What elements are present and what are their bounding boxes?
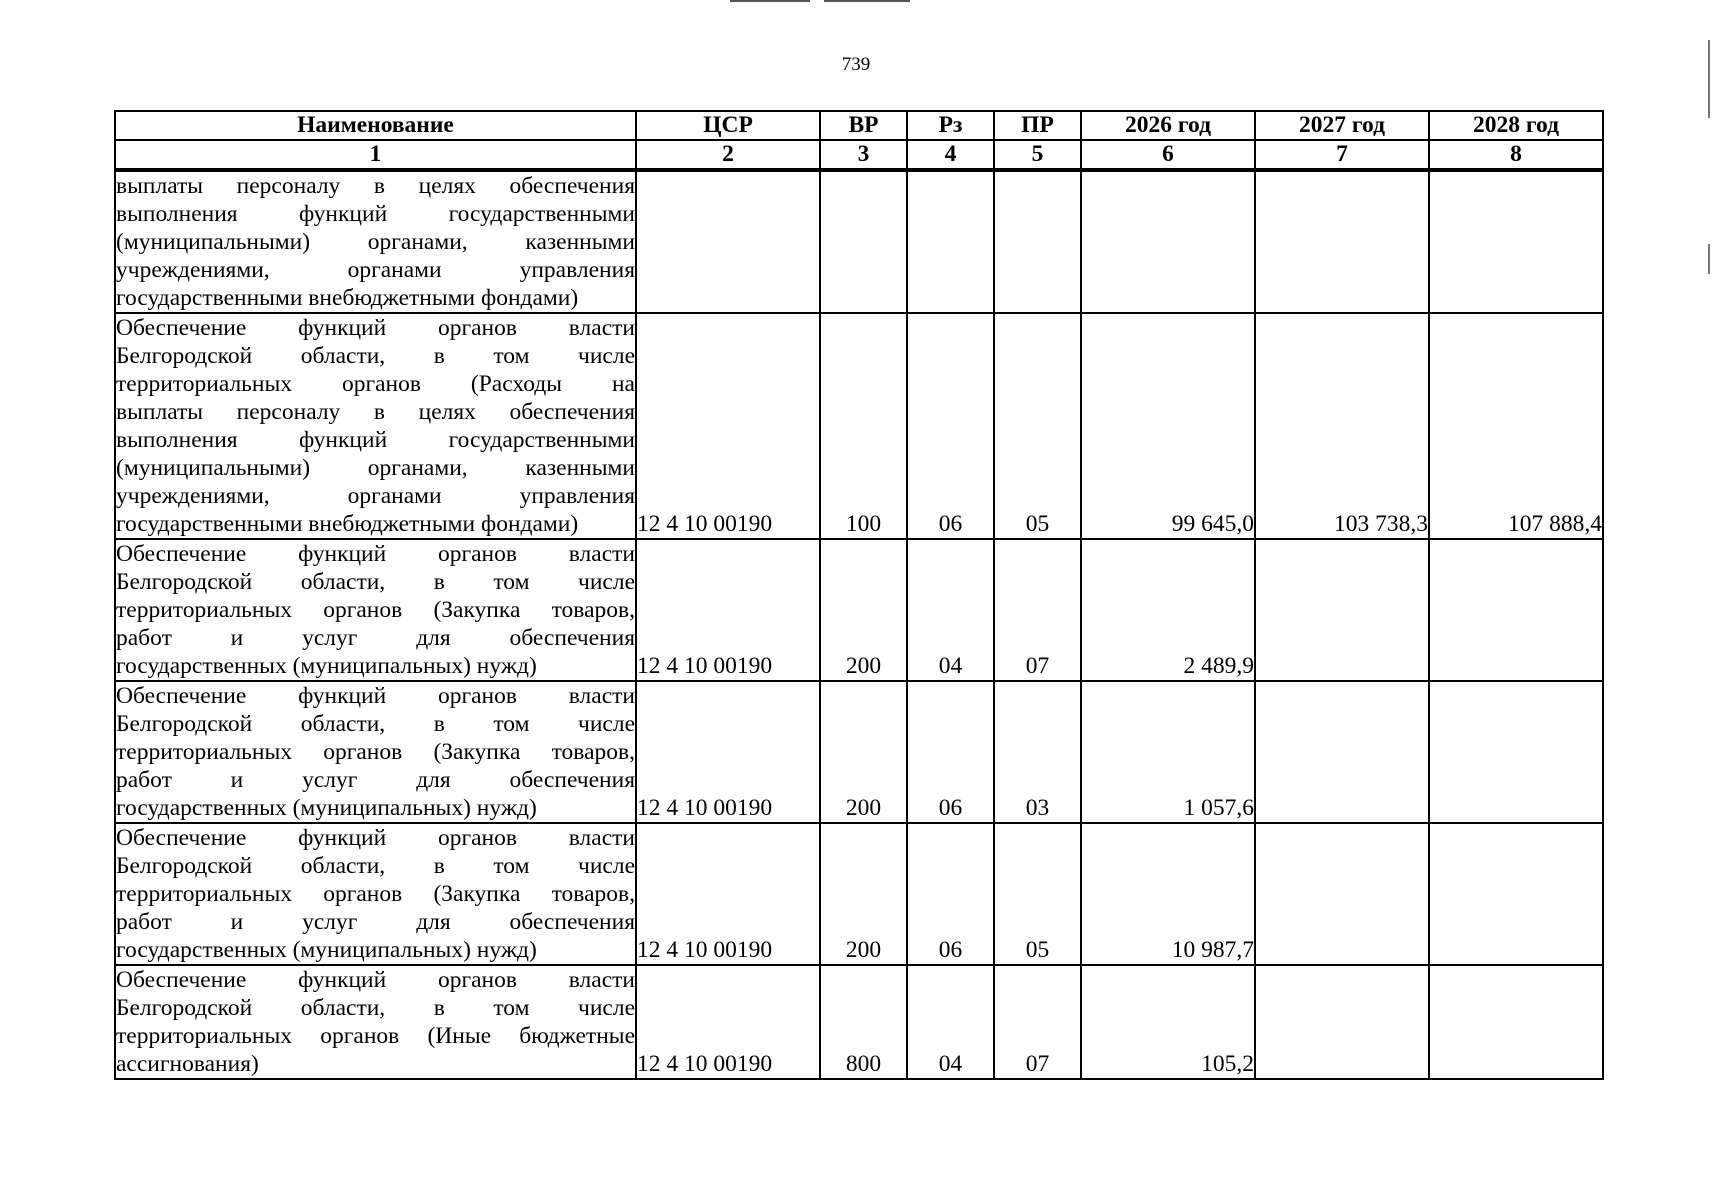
table-row	[115, 823, 1603, 965]
cell-rz: 06	[907, 823, 994, 965]
table-row	[115, 313, 1603, 539]
cell-name	[115, 539, 636, 681]
cell-csr	[636, 170, 820, 313]
cell-name-line: Белгородской области, в том числе	[116, 343, 635, 369]
table-row	[115, 170, 1603, 313]
cell-name-line: государственных (муниципальных) нужд)	[116, 937, 537, 963]
cell-2028	[1429, 681, 1603, 823]
scan-top-marks	[730, 0, 910, 3]
cell-name	[115, 170, 636, 313]
header-pr: ПР	[994, 111, 1081, 140]
cell-2028	[1429, 823, 1603, 965]
cell-name-line: Белгородской области, в том числе	[116, 711, 635, 737]
cell-name-line: учреждениями, органами управления	[116, 483, 635, 509]
cell-name-line: выполнения функций государственными	[116, 201, 635, 227]
scan-edge-mark-upper	[1708, 40, 1710, 118]
cell-2027	[1255, 823, 1429, 965]
cell-2026: 99 645,0	[1081, 313, 1255, 539]
column-number: 2	[636, 140, 820, 170]
cell-rz	[907, 170, 994, 313]
cell-name-line: выплаты персоналу в целях обеспечения	[116, 173, 635, 199]
cell-pr: 07	[994, 965, 1081, 1079]
cell-name-line: территориальных органов (Закупка товаров,	[116, 881, 635, 907]
cell-2026: 10 987,7	[1081, 823, 1255, 965]
cell-name-line: Обеспечение функций органов власти	[116, 541, 635, 567]
cell-name-line: выполнения функций государственными	[116, 427, 635, 453]
cell-rz: 06	[907, 681, 994, 823]
cell-pr: 07	[994, 539, 1081, 681]
header-rz: Рз	[907, 111, 994, 140]
cell-name-line: территориальных органов (Закупка товаров,	[116, 597, 635, 623]
column-number: 1	[115, 140, 636, 170]
cell-2027	[1255, 539, 1429, 681]
cell-2027	[1255, 170, 1429, 313]
cell-name	[115, 823, 636, 965]
column-number-row	[115, 140, 1603, 170]
header-csr: ЦСР	[636, 111, 820, 140]
header-2026: 2026 год	[1081, 111, 1255, 140]
cell-name-line: государственными внебюджетными фондами)	[116, 511, 579, 537]
cell-pr: 03	[994, 681, 1081, 823]
column-number: 8	[1429, 140, 1603, 170]
cell-pr: 05	[994, 313, 1081, 539]
cell-2028	[1429, 539, 1603, 681]
cell-vr: 200	[820, 823, 907, 965]
cell-name	[115, 681, 636, 823]
column-number: 3	[820, 140, 907, 170]
column-number: 5	[994, 140, 1081, 170]
cell-pr	[994, 170, 1081, 313]
cell-name-line: работ и услуг для обеспечения	[116, 625, 635, 651]
cell-vr: 200	[820, 681, 907, 823]
cell-2027	[1255, 965, 1429, 1079]
cell-name-line: выплаты персоналу в целях обеспечения	[116, 399, 635, 425]
cell-name-line: государственными внебюджетными фондами)	[116, 285, 579, 311]
cell-csr: 12 4 10 00190	[636, 313, 820, 539]
cell-2026: 105,2	[1081, 965, 1255, 1079]
cell-name-line: государственных (муниципальных) нужд)	[116, 795, 537, 821]
cell-2026: 2 489,9	[1081, 539, 1255, 681]
table-row	[115, 539, 1603, 681]
cell-2028: 107 888,4	[1429, 313, 1603, 539]
cell-vr	[820, 170, 907, 313]
header-name: Наименование	[115, 111, 636, 140]
cell-name	[115, 313, 636, 539]
table-row	[115, 965, 1603, 1079]
cell-csr: 12 4 10 00190	[636, 823, 820, 965]
header-vr: ВР	[820, 111, 907, 140]
scan-edge-mark-lower	[1708, 244, 1710, 274]
cell-rz: 04	[907, 965, 994, 1079]
cell-name-line: территориальных органов (Закупка товаров,	[116, 739, 635, 765]
cell-2028	[1429, 965, 1603, 1079]
cell-2028	[1429, 170, 1603, 313]
page-number: 739	[841, 54, 871, 75]
cell-rz: 04	[907, 539, 994, 681]
cell-csr: 12 4 10 00190	[636, 681, 820, 823]
cell-name-line: Белгородской области, в том числе	[116, 995, 635, 1021]
cell-2027: 103 738,3	[1255, 313, 1429, 539]
column-number: 4	[907, 140, 994, 170]
cell-name-line: Обеспечение функций органов власти	[116, 683, 635, 709]
cell-name-line: Белгородской области, в том числе	[116, 569, 635, 595]
table-row	[115, 681, 1603, 823]
cell-2026	[1081, 170, 1255, 313]
header-2028: 2028 год	[1429, 111, 1603, 140]
cell-2027	[1255, 681, 1429, 823]
cell-name-line: Обеспечение функций органов власти	[116, 315, 635, 341]
cell-vr: 800	[820, 965, 907, 1079]
table-body	[115, 170, 1603, 1079]
cell-name-line: Белгородской области, в том числе	[116, 853, 635, 879]
cell-name	[115, 965, 636, 1079]
cell-vr: 200	[820, 539, 907, 681]
cell-pr: 05	[994, 823, 1081, 965]
cell-2026: 1 057,6	[1081, 681, 1255, 823]
table-header-row	[115, 111, 1603, 140]
cell-name-line: ассигнования)	[116, 1051, 259, 1077]
cell-name-line: работ и услуг для обеспечения	[116, 909, 635, 935]
cell-name-line: территориальных органов (Расходы на	[116, 371, 635, 397]
cell-csr: 12 4 10 00190	[636, 539, 820, 681]
cell-name-line: учреждениями, органами управления	[116, 257, 635, 283]
cell-name-line: работ и услуг для обеспечения	[116, 767, 635, 793]
cell-rz: 06	[907, 313, 994, 539]
cell-name-line: территориальных органов (Иные бюджетные	[116, 1023, 635, 1049]
budget-table	[114, 110, 1604, 1080]
cell-name-line: (муниципальными) органами, казенными	[116, 455, 635, 481]
column-number: 7	[1255, 140, 1429, 170]
cell-name-line: Обеспечение функций органов власти	[116, 967, 635, 993]
cell-csr: 12 4 10 00190	[636, 965, 820, 1079]
cell-name-line: (муниципальными) органами, казенными	[116, 229, 635, 255]
cell-vr: 100	[820, 313, 907, 539]
header-2027: 2027 год	[1255, 111, 1429, 140]
cell-name-line: Обеспечение функций органов власти	[116, 825, 635, 851]
cell-name-line: государственных (муниципальных) нужд)	[116, 653, 537, 679]
column-number: 6	[1081, 140, 1255, 170]
